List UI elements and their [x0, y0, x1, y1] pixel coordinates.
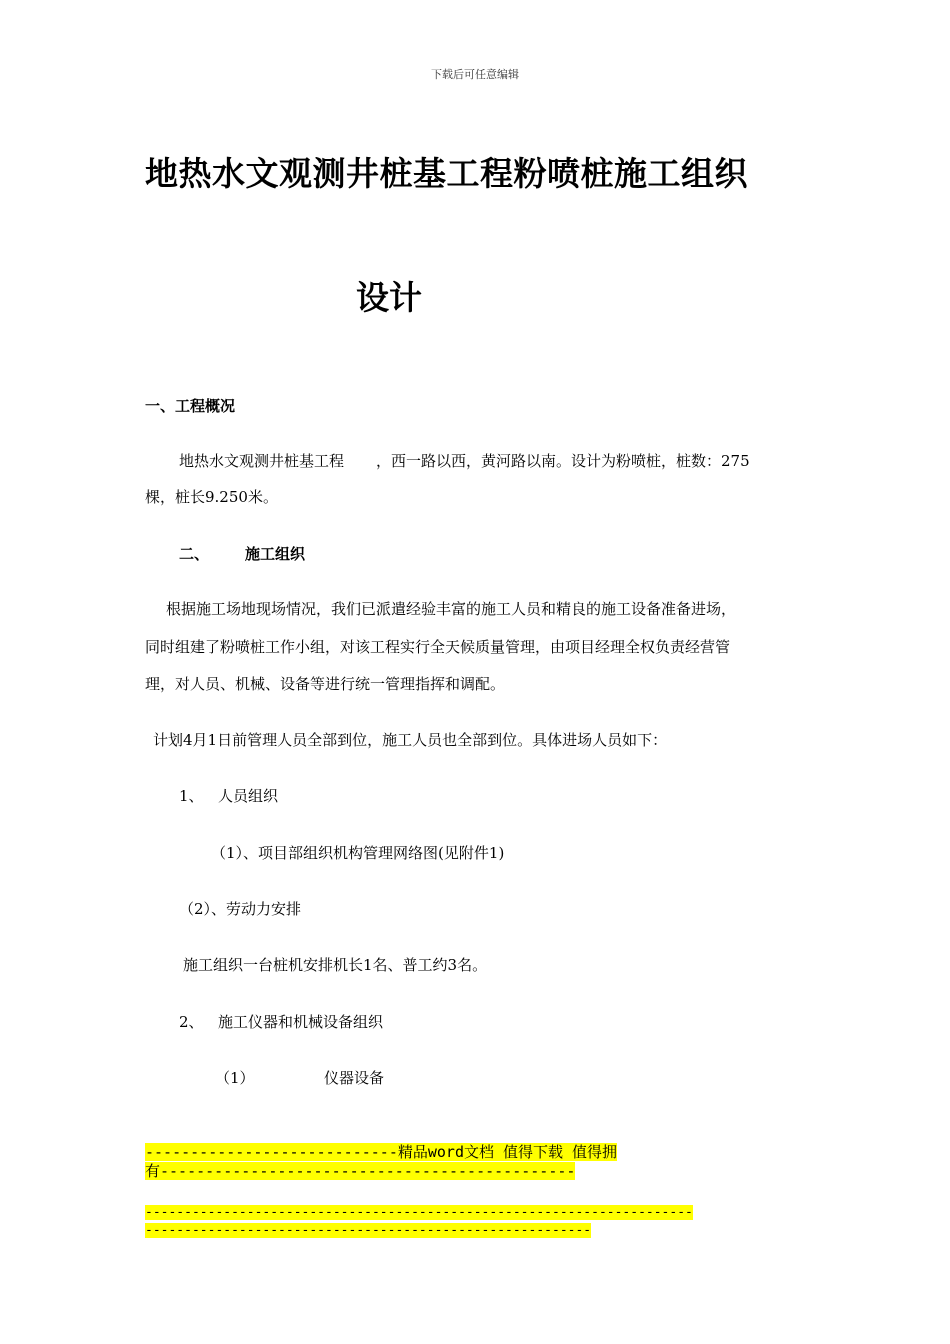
section2-heading: 施工组织: [245, 545, 306, 563]
section2-number: 二、: [179, 545, 210, 563]
promo-banner-line3: [145, 1204, 693, 1222]
item1-sub2: （2）、劳动力安排: [179, 900, 302, 918]
page-header: 下载后可任意编辑: [431, 68, 519, 81]
item2-number: 2、: [179, 1013, 204, 1031]
section1-line1a: 地热水文观测井桩基工程: [179, 452, 345, 470]
section1-heading: 一、工程概况: [145, 397, 236, 415]
item2-label: 施工仪器和机械设备组织: [218, 1013, 384, 1031]
section2-para-line2: 同时组建了粉喷桩工作小组，对该工程实行全天候质量管理，由项目经理全权负责经营管: [145, 638, 731, 656]
section1-line2: 棵，桩长9.250米。: [145, 488, 278, 506]
promo-banner-line2: [145, 1162, 575, 1181]
section1-line1b: ，西一路以西，黄河路以南。设计为粉喷桩，桩数：275: [376, 452, 750, 470]
item1-sub1: （1）、项目部组织机构管理网络图(见附件1): [211, 844, 505, 862]
promo-banner-line4: [145, 1222, 591, 1240]
plan-text: 计划4月1日前管理人员全部到位，施工人员也全部到位。具体进场人员如下：: [153, 731, 668, 749]
promo-banner-line1-text: ----------------------------精品word文档 值得下载 值得拥: [145, 1143, 618, 1161]
document-title-line2: 设计: [356, 278, 422, 317]
item2-sub1-number: （1）: [215, 1069, 255, 1087]
promo-banner-line2-text: 有----------------------------------------------: [145, 1162, 576, 1180]
promo-banner-line3-text: ----------------------------------------------------------------------: [145, 1205, 693, 1220]
item1-label: 人员组织: [218, 787, 279, 805]
section2-para-line1: 根据施工场地现场情况，我们已派遣经验丰富的施工人员和精良的施工设备准备进场，: [166, 600, 737, 618]
item1-text: 施工组织一台桩机安排机长1名、普工约3名。: [183, 956, 488, 974]
promo-banner-line4-text: ---------------------------------------------------------: [145, 1223, 592, 1238]
item1-number: 1、: [179, 787, 204, 805]
promo-banner-line1: [145, 1143, 617, 1162]
document-title-line1: 地热水文观测井桩基工程粉喷桩施工组织: [145, 154, 748, 193]
section2-para-line3: 理，对人员、机械、设备等进行统一管理指挥和调配。: [145, 675, 506, 693]
item2-sub1-label: 仪器设备: [324, 1069, 385, 1087]
